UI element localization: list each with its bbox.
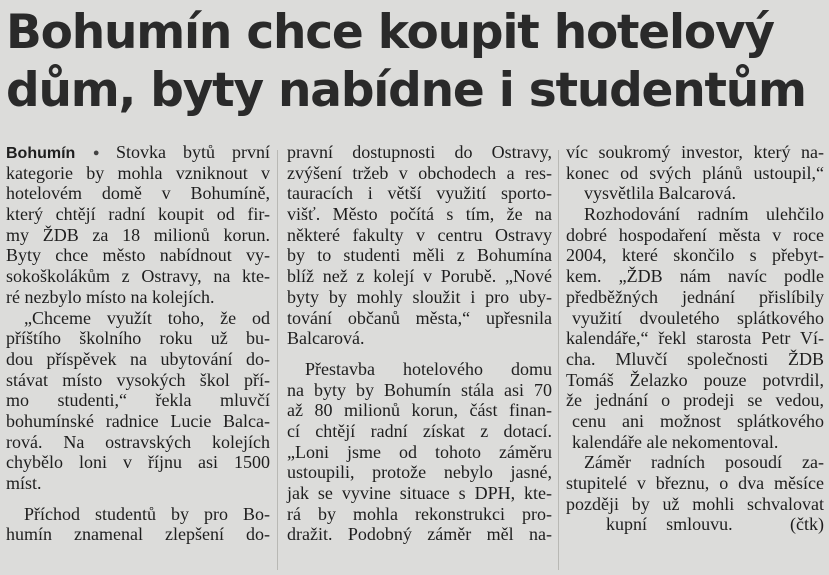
text-line: dou příspěvek na ubytování do- bbox=[6, 348, 270, 369]
text-line: stávat místo vysokých škol pří- bbox=[6, 369, 270, 390]
text-line: Přestavba hotelového domu bbox=[305, 358, 552, 379]
headline-line-1: Bohumín chce koupit hotelový bbox=[6, 5, 774, 60]
headline-line-2: dům, byty nabídne i studentům bbox=[6, 63, 806, 118]
text-line: konec od svých plánů ustoupil,“ bbox=[566, 162, 824, 183]
headline bbox=[6, 4, 826, 120]
text-line: sokoškolákům z Ostravy, na kte- bbox=[6, 266, 270, 287]
text-line: „Loni jsme od tohoto záměru bbox=[287, 441, 552, 462]
column-divider bbox=[558, 150, 559, 570]
text-line: jak se vyvine situace s DPH, kte- bbox=[287, 483, 552, 503]
text-line: Příchod studentů by pro Bo- bbox=[24, 503, 270, 524]
text-line: ustoupili, protože nebylo jasné, bbox=[287, 462, 552, 483]
text-line: některé fakulty v centru Ostravy bbox=[287, 224, 552, 245]
text-line: později by už mohli schvalovat bbox=[566, 493, 824, 514]
text-line: Byty chce město nabídnout vy- bbox=[6, 245, 270, 266]
text-line: kalendáře ale nekomentoval. bbox=[572, 431, 779, 452]
text-line: kategorie by mohla vzniknout v bbox=[6, 162, 270, 183]
text-line: který chtějí radní koupit od fir- bbox=[6, 204, 270, 225]
text-line: Tomáš Želazko pouze potvrdil, bbox=[566, 369, 824, 390]
text-line: Balcarová. bbox=[287, 328, 365, 349]
bullet-icon: ● bbox=[80, 147, 112, 159]
text-line: vysvětlila Balcarová. bbox=[584, 183, 736, 204]
text-line: 2004, které skončilo s přebyt- bbox=[566, 245, 824, 266]
text-line: cha. Mluvčí společnosti ŽDB bbox=[566, 348, 824, 369]
paragraph-gap bbox=[6, 494, 270, 504]
text-line: Záměr radních posoudí za- bbox=[584, 452, 824, 473]
text-line: tování občanů města,“ upřesnila bbox=[287, 307, 552, 328]
text-line: by to studenti měli z Bohumína bbox=[287, 245, 552, 266]
text-line: míst. bbox=[6, 473, 42, 493]
text-line: na byty by Bohumín stála asi 70 bbox=[287, 379, 552, 400]
text-line bbox=[6, 142, 270, 163]
text-line: že jednání o prodeji se vedou, bbox=[566, 390, 824, 411]
text-line: chybělo loni v říjnu asi 1500 bbox=[6, 452, 270, 473]
text-line: víc soukromý investor, který na- bbox=[566, 142, 824, 162]
text-line: višť. Město počítá s tím, že na bbox=[287, 204, 552, 225]
text-line: ré nezbylo místo na kolejích. bbox=[6, 286, 215, 307]
text-line: mo studenti,“ řekla mluvčí bbox=[6, 390, 270, 411]
article-column-2 bbox=[287, 142, 552, 545]
text-line: cenu ani možnost splátkového bbox=[572, 410, 824, 431]
text-line: kem. „ŽDB nám navíc podle bbox=[566, 266, 824, 287]
text-line: byty by mohly sloužit i pro uby- bbox=[287, 286, 552, 307]
paragraph-gap bbox=[287, 349, 552, 359]
text-line: zvýšení tržeb v obchodech a res- bbox=[287, 162, 552, 183]
text-line: blíž než z kolejí v Porubě. „Nové bbox=[287, 266, 552, 287]
text-line: hotelovém domě v Bohumíně, bbox=[6, 183, 270, 204]
text-line: rá by mohla rekonstrukci pro- bbox=[287, 503, 552, 524]
text-line: cí chtějí radní získat z dotací. bbox=[287, 420, 552, 441]
dateline: Bohumín bbox=[6, 145, 76, 162]
text-line: pravní dostupnosti do Ostravy, bbox=[287, 142, 552, 162]
text-line: kupní smlouvu. (čtk) bbox=[606, 514, 824, 535]
text-line: my ŽDB za 18 milionů korun. bbox=[6, 224, 270, 245]
text-line: dobré hospodaření města v roce bbox=[566, 224, 824, 245]
text-line: kalendáře,“ řekl starosta Petr Ví- bbox=[566, 328, 824, 349]
text-line: bohumínské radnice Lucie Balca- bbox=[6, 410, 270, 431]
column-divider bbox=[277, 150, 278, 570]
text-run: Stovka bytů první bbox=[115, 142, 270, 162]
text-line: Rozhodování radním ulehčilo bbox=[584, 204, 824, 225]
article-column-1 bbox=[6, 142, 270, 545]
text-line: příštího školního roku už bu- bbox=[6, 328, 270, 349]
text-line: tauracích i větší využití sporto- bbox=[287, 183, 552, 204]
text-line: rová. Na ostravských kolejích bbox=[6, 431, 270, 452]
text-line: až 80 milionů korun, část finan- bbox=[287, 400, 552, 421]
text-line: humín znamenal zlepšení do- bbox=[6, 524, 270, 545]
text-line: „Chceme využít toho, že od bbox=[24, 307, 270, 328]
article-column-3 bbox=[566, 142, 824, 535]
text-line: využití dvouletého splátkového bbox=[572, 307, 824, 328]
text-line: předběžných jednání přislíbily bbox=[566, 286, 824, 307]
text-line: stupitelé v březnu, o dva měsíce bbox=[566, 473, 824, 493]
text-line: dražit. Podobný záměr měl na- bbox=[287, 524, 552, 545]
